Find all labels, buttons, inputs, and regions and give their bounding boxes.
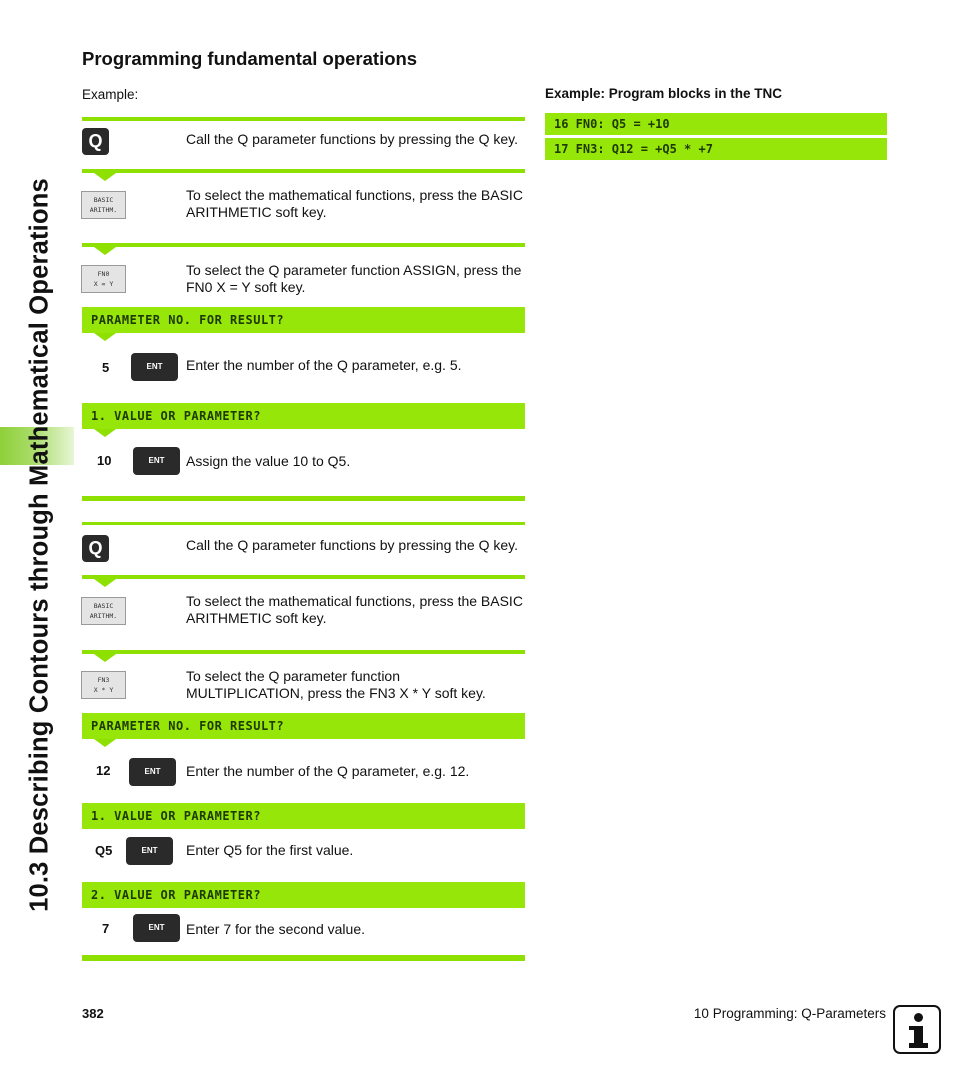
softkey-label: FN0 xyxy=(97,270,110,278)
input-value: 10 xyxy=(97,453,112,468)
dialog-prompt: 2. VALUE OR PARAMETER? xyxy=(82,882,525,908)
q-key: Q xyxy=(82,535,109,562)
chapter-side-title-text: 10.3 Describing Contours through Mathematical Operations xyxy=(25,178,54,912)
step-description: Call the Q parameter functions by pressing the Q key. xyxy=(186,131,519,147)
section-heading: Programming fundamental operations xyxy=(82,48,418,69)
fn0-softkey xyxy=(81,265,126,293)
step-description: Enter the number of the Q parameter, e.g. 12. xyxy=(186,763,470,779)
step-separator xyxy=(82,650,525,654)
softkey-label: FN3 xyxy=(97,676,110,684)
step-arrow xyxy=(94,333,116,341)
step-arrow xyxy=(94,247,116,255)
ent-key: ENT xyxy=(129,758,176,786)
step-arrow xyxy=(94,429,116,437)
input-value: 7 xyxy=(102,921,110,936)
step-separator xyxy=(82,522,525,525)
softkey-label: X = Y xyxy=(93,280,114,288)
input-value: Q5 xyxy=(95,843,113,858)
step-description: Call the Q parameter functions by pressing the Q key. xyxy=(186,537,519,553)
step-description: Assign the value 10 to Q5. xyxy=(186,453,351,469)
ent-key: ENT xyxy=(133,447,180,475)
nc-line: 16 FN0: Q5 = +10 xyxy=(545,113,887,135)
step-description: To select the mathematical functions, press the BASIC ARITHMETIC soft key. xyxy=(186,187,523,220)
step-description: Enter the number of the Q parameter, e.g. 5. xyxy=(186,357,462,373)
nc-line: 17 FN3: Q12 = +Q5 * +7 xyxy=(545,138,887,160)
basic-arithmetic-softkey xyxy=(81,191,126,219)
step-arrow xyxy=(94,739,116,747)
step-description: To select the Q parameter function MULTIPLICATION, press the FN3 X * Y soft key. xyxy=(186,668,486,701)
step-arrow xyxy=(94,579,116,587)
softkey-label: X * Y xyxy=(93,686,114,694)
dialog-prompt: PARAMETER NO. FOR RESULT? xyxy=(82,307,525,333)
footer-chapter: 10 Programming: Q-Parameters xyxy=(693,1006,886,1021)
input-value: 5 xyxy=(102,360,110,375)
step-separator xyxy=(82,575,525,579)
ent-key: ENT xyxy=(131,353,178,381)
softkey-label: ARITHM. xyxy=(89,612,118,620)
example-label: Example: xyxy=(82,87,139,102)
step-arrow xyxy=(94,654,116,662)
step-separator xyxy=(82,169,525,173)
step-description: Enter Q5 for the first value. xyxy=(186,842,354,858)
dialog-prompt: 1. VALUE OR PARAMETER? xyxy=(82,403,525,429)
fn3-softkey xyxy=(81,671,126,699)
q-key: Q xyxy=(82,128,109,155)
step-separator xyxy=(82,243,525,247)
softkey-label: BASIC xyxy=(93,602,114,610)
nc-example-title: Example: Program blocks in the TNC xyxy=(545,86,783,101)
ent-key: ENT xyxy=(126,837,173,865)
sequence-end-bar xyxy=(82,496,525,501)
dialog-prompt: PARAMETER NO. FOR RESULT? xyxy=(82,713,525,739)
input-value: 12 xyxy=(96,763,111,778)
step-arrow xyxy=(94,173,116,181)
ent-key: ENT xyxy=(133,914,180,942)
softkey-label: BASIC xyxy=(93,196,114,204)
page-number: 382 xyxy=(82,1006,104,1021)
sequence-end-bar xyxy=(82,955,525,961)
step-description: Enter 7 for the second value. xyxy=(186,921,365,937)
basic-arithmetic-softkey xyxy=(81,597,126,625)
softkey-label: ARITHM. xyxy=(89,206,118,214)
step-description: To select the mathematical functions, press the BASIC ARITHMETIC soft key. xyxy=(186,593,523,626)
dialog-prompt: 1. VALUE OR PARAMETER? xyxy=(82,803,525,829)
step-description: To select the Q parameter function ASSIGN, press the FN0 X = Y soft key. xyxy=(186,262,522,295)
step-separator xyxy=(82,117,525,121)
info-icon xyxy=(893,1005,941,1054)
chapter-side-title xyxy=(20,0,74,1091)
